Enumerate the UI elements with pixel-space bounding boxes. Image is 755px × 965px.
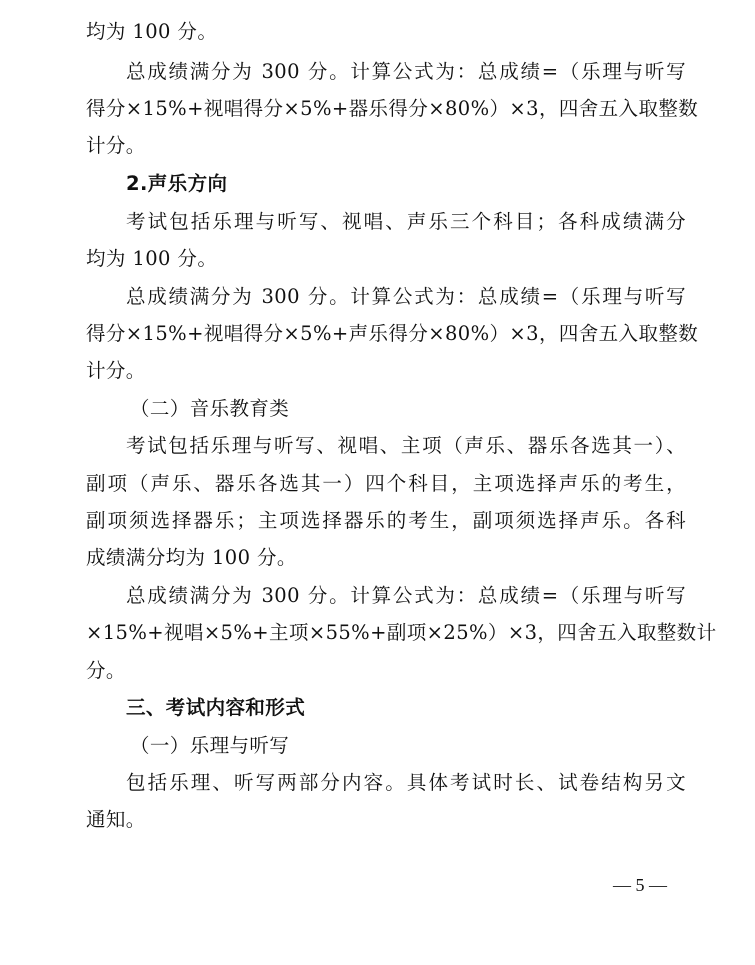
paragraph-line: 总成绩满分为 300 分。计算公式为：总成绩=（乐理与听写: [126, 60, 686, 83]
paragraph-line: 考试包括乐理与听写、视唱、主项（声乐、器乐各选其一）、: [126, 434, 686, 457]
page-number: — 5 —: [613, 875, 667, 895]
section-heading-theory-dictation: （一）乐理与听写: [130, 734, 290, 757]
section-heading-exam-content: 三、考试内容和形式: [126, 696, 306, 719]
paragraph-line: 总成绩满分为 300 分。计算公式为：总成绩=（乐理与听写: [126, 584, 686, 607]
section-heading-music-education: （二）音乐教育类: [130, 397, 290, 420]
paragraph-line: 通知。: [86, 808, 146, 831]
paragraph-line: 包括乐理、听写两部分内容。具体考试时长、试卷结构另文: [126, 771, 686, 794]
paragraph-line: 得分×15%+视唱得分×5%+器乐得分×80%）×3，四舍五入取整数: [86, 97, 699, 120]
section-heading-vocal: 2.声乐方向: [126, 172, 228, 195]
paragraph-line: 计分。: [86, 359, 146, 382]
paragraph-line: 副项须选择器乐；主项选择器乐的考生，副项须选择声乐。各科: [86, 509, 686, 532]
paragraph-line: 考试包括乐理与听写、视唱、声乐三个科目；各科成绩满分: [126, 210, 686, 233]
paragraph-line: 副项（声乐、器乐各选其一）四个科目，主项选择声乐的考生，: [86, 472, 686, 495]
paragraph-line: 总成绩满分为 300 分。计算公式为：总成绩=（乐理与听写: [126, 285, 686, 308]
paragraph-line: 分。: [86, 659, 126, 682]
paragraph-line: ×15%+视唱×5%+主项×55%+副项×25%）×3，四舍五入取整数计: [86, 621, 717, 644]
paragraph-line: 均为 100 分。: [86, 20, 218, 43]
paragraph-line: 计分。: [86, 134, 146, 157]
paragraph-line: 均为 100 分。: [86, 247, 218, 270]
paragraph-line: 成绩满分均为 100 分。: [86, 546, 297, 569]
paragraph-line: 得分×15%+视唱得分×5%+声乐得分×80%）×3，四舍五入取整数: [86, 322, 699, 345]
